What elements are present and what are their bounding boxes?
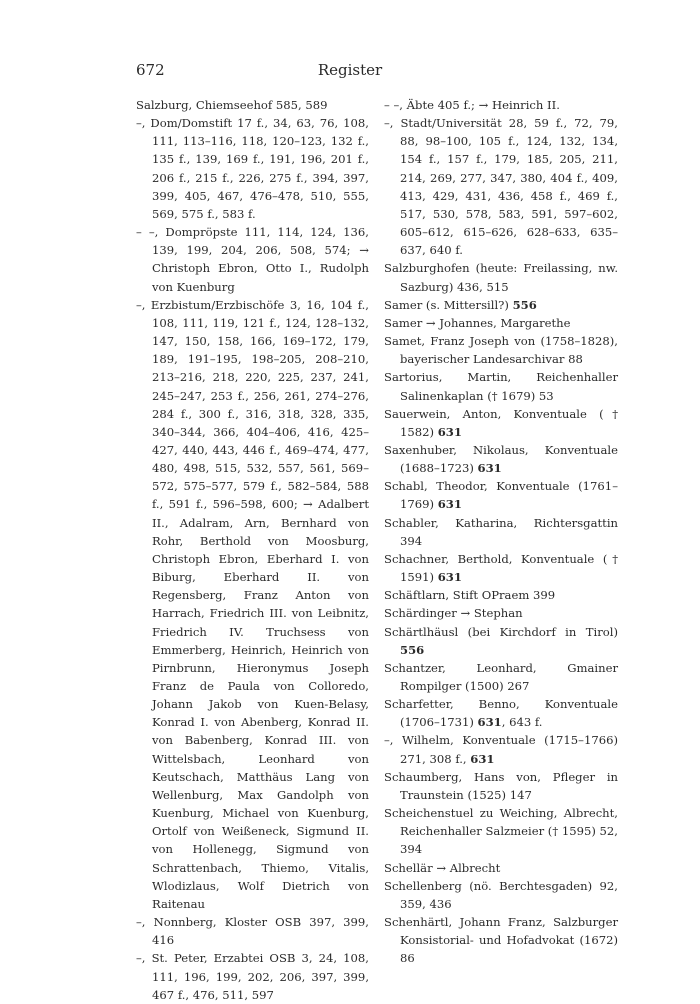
entry-text: Schabl, Theodor, Konventuale (1761–1769) [384,479,618,512]
index-entry [384,332,618,368]
entry-bold-page: 631 [470,751,495,766]
entry-text: Salzburghofen (heute: Freilassing, nw. Sazburg) 436, 515 [384,261,618,294]
index-entry [384,550,618,586]
entry-text: Schenhärtl, Johann Franz, Salzburger Konsistorial- und Hofadvokat (1672) 86 [384,915,618,966]
entry-text: Samer (s. Mittersill?) [384,297,513,312]
index-entry [384,314,618,332]
index-entry [384,877,618,913]
index-entry [384,804,618,858]
entry-text: Schachner, Berthold, Konventuale († 1591) [384,551,618,585]
entry-text: Samer → Johannes, Margarethe [384,315,571,330]
index-entry [384,623,618,659]
entry-bold-page: 631 [437,424,462,439]
entry-bold-page: 556 [512,297,537,312]
index-entry [384,368,618,404]
entry-text: Schäftlarn, Stift OPraem 399 [384,588,556,603]
index-entry: –, St. Peter, Erzabtei OSB 3, 24, 108, 111, 196, 199, 202, 206, 397, 399, 467 f., 476, 511, 597 [136,951,369,1002]
entry-bold-page: 631 [477,461,502,476]
entry-text: Sartorius, Martin, Reichenhaller Salinenkaplan († 1679) 53 [384,370,618,403]
entry-text: Schabler, Katharina, Richtersgattin 394 [384,515,618,548]
index-entry [384,405,618,441]
entry-text: Samet, Franz Joseph von (1758–1828), bayerischer Landesarchivar 88 [384,334,618,367]
index-entry [384,659,618,695]
entry-text: Scheichenstuel zu Weiching, Albrecht, Reichenhaller Salzmeier († 1595) 52, 394 [384,806,618,857]
entry-text: Schantzer, Leonhard, Gmainer Rompilger (1500) 267 [384,660,618,693]
index-entry [384,296,618,314]
index-entry: –, Dom/Domstift 17 f., 34, 63, 76, 108, 111, 113–116, 118, 120–123, 132 f., 135 f., 139, 169 f., 191, 196, 201 f., 206 f., 215 f., 226, 275 f., 394, 397, 399, 405, 467, 476–478, 510, 555, 569, 575 f., 583 f. [136,116,369,221]
index-entry [384,96,618,114]
index-entry [384,604,618,622]
index-entry [384,859,618,877]
entry-bold-page: 631 [437,497,462,512]
entry-text: –, Stadt/Universität 28, 59 f., 72, 79, 88, 98–100, 105 f., 124, 132, 134, 154 f., 157 f., 179, 185, 205, 211, 214, 269, 277, 347, 380, 404 f., 409, 413, 429, 431, 436, 458 f., 469 f., 517, 530, 578, 583, 591, 597–602, 605–612, 615–626, 628–633, 635–637, 640 f. [384,116,618,258]
index-entry [384,731,618,767]
index-entry [384,114,618,259]
entry-bold-page: 631 [437,570,462,585]
index-entry: – –, Dompröpste 111, 114, 124, 136, 139, 199, 204, 206, 508, 574; → Christoph Ebron, Otto I., Rudolph von Kuenburg [136,225,369,294]
entry-text: –, Wilhelm, Konventuale (1715–1766) 271, 308 f., [384,733,618,766]
entry-bold-page: 556 [400,642,425,657]
entry-text: Sauerwein, Anton, Konventuale († 1582) [384,406,618,439]
index-entry [384,913,618,967]
index-entry [384,768,618,804]
entry-text: Saxenhuber, Nikolaus, Konventuale (1688–1723) [384,442,618,476]
index-entry [384,477,618,513]
index-column-right [384,96,618,968]
index-entry [384,514,618,550]
entry-text: Scharfetter, Benno, Konventuale (1706–1731) [384,697,618,730]
index-entry [384,259,618,295]
index-column-left [136,96,369,1004]
index-entry: Salzburg, Chiemseehof 585, 589 [136,98,328,112]
entry-bold-page: 631 [477,715,502,730]
index-entry: –, Nonnberg, Kloster OSB 397, 399, 416 [136,915,369,948]
entry-text: – –, Äbte 405 f.; → Heinrich II. [384,98,560,112]
index-entry: –, Erzbistum/Erzbischöfe 3, 16, 104 f., 108, 111, 119, 121 f., 124, 128–132, 147, 150, 158, 166, 169–172, 179, 189, 191–195, 198–205, 208–210, 213–216, 218, 220, 225, 237, 241, 245–247, 253 f., 256, 261, 274–276, 284 f., 300 f., 316, 318, 328, 335, 340–344, 366, 404–406, 416, 425–427, 440, 443, 446 f., 469–474, 477, 480, 498, 515, 532, 557, 561, 569–572, 575–577, 579 f., 582–584, 588 f., 591 f., 596–598, 600; → Adalbert II., Adalram, Arn, Bernhard von Rohr, Berthold von Moosburg, Christoph Ebron, Eberhard I. von Biburg, Eberhard II. von Regensberg, Franz Anton von Harrach, Friedrich III. von Leibnitz, Friedrich IV. Truchsess von Emmerberg, Heinrich, Heinrich von Pirnbrunn, Hieronymus Joseph Franz de Paula von Colloredo, Johann Jakob von Kuen-Belasy, Konrad I. von Abenberg, Konrad II. von Babenberg, Konrad III. von Wittelsbach, Leonhard von Keutschach, Matthäus Lang von Wellenburg, Max Gandolph von Kuenburg, Michael von Kuenburg, Ortolf von Weißeneck, Sigmund II. von Hollenegg, Sigmund von Schrattenbach, Thiemo, Vitalis, Wlodizlaus, Wolf Dietrich von Raitenau [136,297,369,911]
entry-text: Schärdinger → Stephan [384,606,523,621]
entry-text: Schellär → Albrecht [384,860,501,875]
page-number: 672 [136,61,165,79]
index-entry [384,441,618,477]
index-entry [384,586,618,604]
entry-text: Schärtlhäusl (bei Kirchdorf in Tirol) [384,624,618,639]
entry-text: Schaumberg, Hans von, Pfleger in Traunstein (1525) 147 [384,769,618,802]
index-entry [384,695,618,731]
entry-text: Schellenberg (nö. Berchtesgaden) 92, 359, 436 [384,878,618,911]
running-head-title: Register [317,61,383,79]
entry-text-after: , 643 f. [501,715,543,730]
